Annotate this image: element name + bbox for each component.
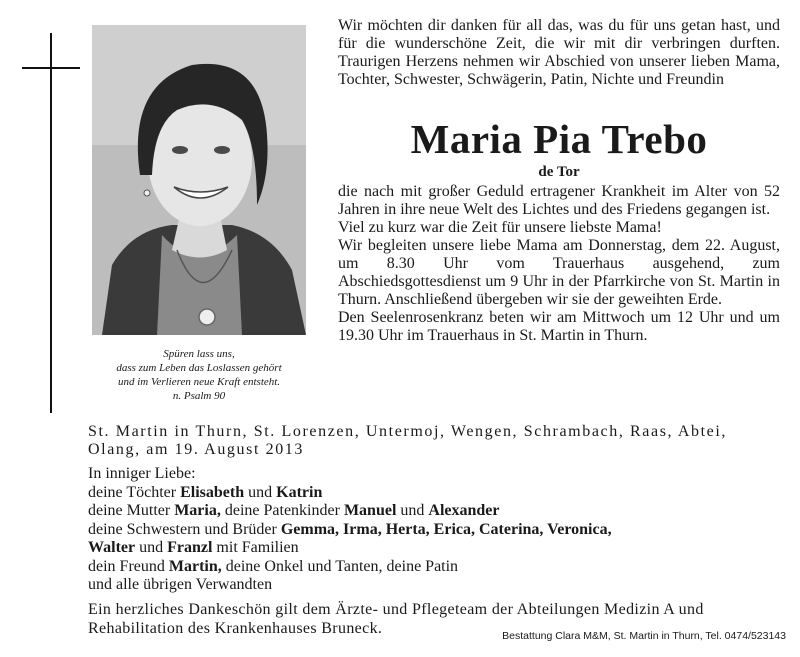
thanks-text: Ein herzliches Dankeschön gilt dem Ärzte- und Pflegeteam der Abteilungen Medizin A und Rehabilitation des Krankenhauses Bruneck. — [88, 601, 704, 637]
family-line-daughters: deine Töchter Elisabeth und Katrin — [88, 483, 323, 501]
undertaker-footer: Bestattung Clara M&M, St. Martin in Thurn, Tel. 0474/523143 — [502, 630, 786, 642]
body-paragraph: Viel zu kurz war die Zeit für unsere liebste Mama! — [338, 219, 662, 236]
body-paragraph: die nach mit großer Geduld ertragener Krankheit im Alter von 52 Jahren in ihre neue Welt des Lichtes und des Friedens gegangen ist. — [338, 183, 780, 218]
psalm-quote — [88, 347, 310, 403]
family-line-brothers: Walter und Franzl mit Familien — [88, 539, 299, 556]
portrait-photo — [92, 25, 306, 335]
quote-line: und im Verlieren neue Kraft entsteht. — [117, 376, 281, 388]
body-paragraph: Den Seelenrosenkranz beten wir am Mittwoch um 12 Uhr und um 19.30 Uhr im Trauerhaus in St. Martin in Thurn. — [338, 309, 780, 344]
family-line-relatives: und alle übrigen Verwandten — [88, 576, 273, 593]
deceased-nickname: de Tor — [538, 164, 580, 180]
quote-line: dass zum Leben das Loslassen gehört — [116, 362, 282, 374]
quote-source: n. Psalm 90 — [172, 390, 226, 402]
family-list — [88, 465, 788, 595]
family-heading: In inniger Liebe: — [88, 465, 196, 482]
announcement-body — [338, 183, 780, 345]
family-line-mother: deine Mutter Maria, deine Patenkinder Manuel und Alexander — [88, 502, 500, 519]
body-paragraph: Wir begleiten unsere liebe Mama am Donnerstag, dem 22. August, um 8.30 Uhr vom Trauerhaus ausgehend, zum Abschiedsgottesdienst um 9 Uhr in der Pfarrkirche von St. Martin in Thurn. Anschließend übergeben wir sie der geweihten Erde. — [338, 237, 780, 308]
deceased-name: Maria Pia Trebo — [410, 116, 708, 162]
places-and-date: St. Martin in Thurn, St. Lorenzen, Untermoj, Wengen, Schrambach, Raas, Abtei, Olang, am 19. August 2013 — [88, 423, 727, 458]
quote-line: Spüren lass uns, — [163, 348, 235, 360]
cross-horizontal-bar — [22, 67, 80, 69]
family-line-siblings: deine Schwestern und Brüder Gemma, Irma, Herta, Erica, Caterina, Veronica, — [88, 520, 612, 538]
intro-text: Wir möchten dir danken für all das, was du für uns getan hast, und für die wunderschöne Zeit, die wir mit dir verbringen durften. Traurigen Herzens nehmen wir Abschied von unserer lieben Mama, Tochter, Schwester, Schwägerin, Patin, Nichte und Freundin — [338, 17, 780, 88]
cross-vertical-bar — [50, 33, 52, 413]
family-line-friend: dein Freund Martin, deine Onkel und Tanten, deine Patin — [88, 557, 459, 575]
